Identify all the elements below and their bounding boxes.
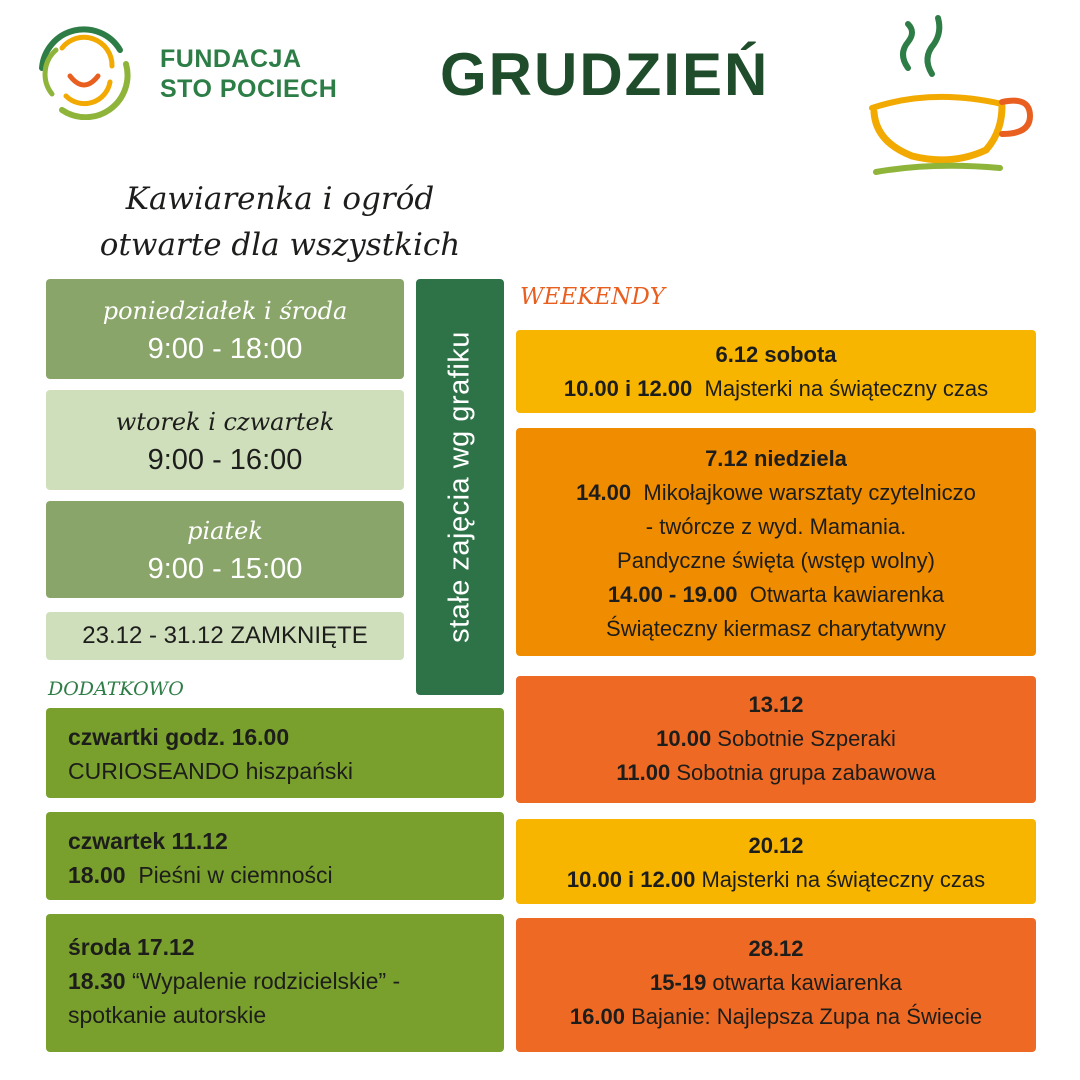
weekend-event: Otwarta kawiarenka <box>737 582 945 607</box>
weekend-event-line: Świąteczny kiermasz charytatywny <box>606 616 946 641</box>
weekend-date: 13.12 <box>748 692 804 717</box>
weekend-time: 14.00 <box>576 480 632 505</box>
weekend-date: 6.12 sobota <box>715 342 837 367</box>
weekend-event-line: Pandyczne święta (wstęp wolny) <box>617 548 935 573</box>
hours-days: piatek <box>187 517 263 545</box>
intro-line1: Kawiarenka i ogród <box>125 181 435 217</box>
extra-event-head: czwartek 11.12 <box>68 828 228 854</box>
weekend-card <box>516 819 1036 904</box>
coffee-cup-icon <box>862 12 1042 190</box>
weekend-event: Bajanie: Najlepsza Zupa na Świecie <box>624 1004 983 1029</box>
weekend-event: Sobotnia grupa zabawowa <box>670 760 936 785</box>
fixed-schedule-banner <box>416 279 504 695</box>
org-name-line1: FUNDACJA <box>160 45 302 73</box>
org-name-line2: STO POCIECH <box>160 75 338 103</box>
extra-event-time: 18.00 <box>68 862 126 888</box>
weekend-section-label: WEEKENDY <box>520 284 665 310</box>
month-title: GRUDZIEŃ <box>440 41 770 108</box>
extra-event-line: Pieśni w ciemności <box>125 862 333 888</box>
extra-event-time: 18.30 <box>68 968 126 994</box>
closed-notice: 23.12 - 31.12 ZAMKNIĘTE <box>46 612 404 660</box>
weekend-event: Majsterki na świąteczny czas <box>695 867 986 892</box>
organization-name <box>160 44 337 104</box>
hours-days: poniedziałek i środa <box>102 297 348 325</box>
weekend-time: 10.00 i 12.00 <box>563 376 693 401</box>
weekend-event: Majsterki na świąteczny czas <box>692 376 989 401</box>
weekend-card <box>516 918 1036 1052</box>
hours-time: 9:00 - 18:00 <box>147 333 303 365</box>
weekend-date: 28.12 <box>748 936 804 961</box>
extra-event-line: CURIOSEANDO hiszpański <box>68 758 354 784</box>
weekend-event: otwarta kawiarenka <box>706 970 902 995</box>
hours-time: 9:00 - 16:00 <box>147 444 303 476</box>
weekend-card <box>516 428 1036 656</box>
hours-time: 9:00 - 15:00 <box>147 553 303 585</box>
hours-tue-thu <box>46 390 404 490</box>
weekend-time: 11.00 <box>616 760 671 785</box>
weekend-event-line: - twórcze z wyd. Mamania. <box>645 514 907 539</box>
extra-event-card <box>46 914 504 1052</box>
intro-line2: otwarte dla wszystkich <box>99 227 461 263</box>
extra-event-card <box>46 708 504 798</box>
extra-event-head: czwartki godz. 16.00 <box>68 724 290 750</box>
coffee-cup-illustration <box>862 12 1042 190</box>
weekend-time: 16.00 <box>569 1004 625 1029</box>
extra-event-card <box>46 812 504 900</box>
weekend-event: Mikołajkowe warsztaty czytelniczo <box>631 480 976 505</box>
extra-section-label: DODATKOWO <box>48 678 184 700</box>
hours-days: wtorek i czwartek <box>115 408 335 436</box>
concentric-swirl-logo-icon <box>34 24 134 120</box>
fixed-schedule-text: stałe zajęcia wg grafiku <box>443 331 476 643</box>
weekend-date: 7.12 niedziela <box>705 446 847 471</box>
intro-text <box>60 176 500 268</box>
weekend-card <box>516 676 1036 803</box>
foundation-logo <box>34 24 134 120</box>
weekend-time: 15-19 <box>650 970 707 995</box>
weekend-event: Sobotnie Szperaki <box>711 726 896 751</box>
hours-fri <box>46 501 404 598</box>
weekend-date: 20.12 <box>748 833 804 858</box>
weekend-time: 14.00 - 19.00 <box>607 582 738 607</box>
weekend-time: 10.00 i 12.00 <box>566 867 696 892</box>
hours-mon-wed <box>46 279 404 379</box>
weekend-card <box>516 330 1036 413</box>
extra-event-line: “Wypalenie rodzicielskie” - <box>125 968 401 994</box>
weekend-time: 10.00 <box>656 726 712 751</box>
extra-event-line2: spotkanie autorskie <box>68 1002 267 1028</box>
extra-event-head: środa 17.12 <box>68 934 195 960</box>
